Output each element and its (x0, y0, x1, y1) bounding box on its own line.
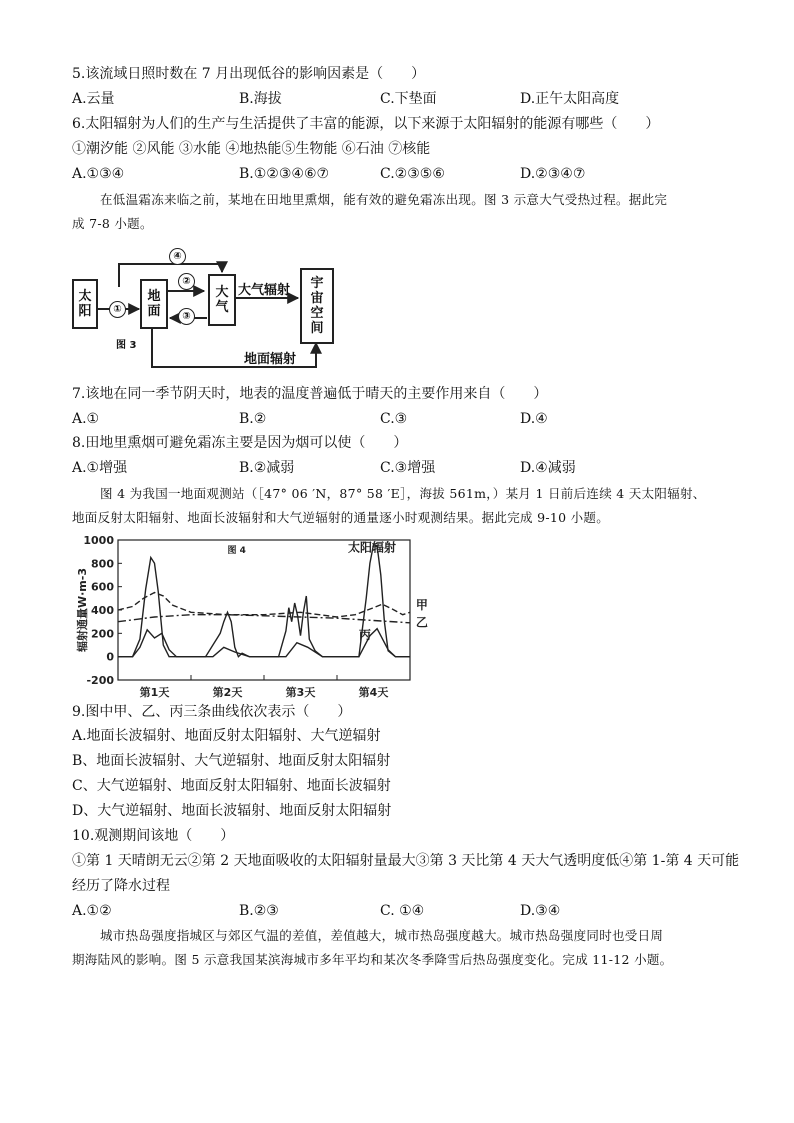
q9-option-d[interactable]: D、大气逆辐射、地面长波辐射、地面反射太阳辐射 (72, 803, 392, 819)
q7-option-c[interactable]: C.③ (380, 411, 408, 427)
x-tick-label: 第1天 (139, 686, 170, 699)
q10-option-a[interactable]: A.①② (72, 903, 112, 919)
q10-stem: 10.观测期间该地（ ） (72, 828, 235, 844)
y-tick-label: 1000 (83, 534, 114, 547)
q7-option-a[interactable]: A.① (72, 411, 100, 427)
marker-2: ② (178, 273, 195, 290)
passage1-line1: 在低温霜冻来临之前，某地在田地里熏烟，能有效的避免霜冻出现。图 3 示意大气受热过程。据此完 (100, 192, 668, 207)
arrow-4 (119, 264, 222, 287)
y-tick-label: 400 (91, 604, 114, 617)
x-tick-label: 第4天 (358, 686, 389, 699)
sun-box: 太 阳 (72, 279, 98, 329)
chart-axes (75, 534, 410, 699)
y-axis-label: 辐射通量W·m-3 (76, 568, 89, 652)
q6-option-d[interactable]: D.②③④⑦ (520, 166, 586, 182)
y-tick-label: -200 (86, 674, 114, 687)
q8-stem: 8.田地里熏烟可避免霜冻主要是因为烟可以使（ ） (72, 435, 408, 451)
chart-title: 图 4 (227, 546, 246, 556)
passage2-line2: 地面反射太阳辐射、地面长波辐射和大气逆辐射的通量逐小时观测结果。据此完成 9-10 小题。 (72, 510, 610, 525)
chart-labels (228, 540, 428, 643)
q7-option-b[interactable]: B.② (239, 411, 267, 427)
passage2-line1: 图 4 为我国一地面观测站（［47° 06 ′N，87° 58 ′E］，海拔 561m，）某月 1 日前后连续 4 天太阳辐射、 (100, 486, 706, 501)
q10-items-line2: 经历了降水过程 (72, 878, 170, 894)
passage3-line1: 城市热岛强度指城区与郊区气温的差值，差值越大，城市热岛强度越大。城市热岛强度同时也受日周 (100, 928, 664, 943)
ground-box: 地 面 (140, 279, 168, 329)
q5-option-c[interactable]: C.下垫面 (380, 91, 437, 107)
q10-option-b[interactable]: B.②③ (239, 903, 279, 919)
q7-stem: 7.该地在同一季节阴天时，地表的温度普遍低于晴天的主要作用来自（ ） (72, 386, 548, 402)
q5-option-b[interactable]: B.海拔 (239, 91, 282, 107)
chart-frame (118, 540, 410, 680)
marker-4: ④ (169, 248, 186, 265)
marker-3: ③ (178, 308, 195, 325)
q6-option-b[interactable]: B.①②③④⑥⑦ (239, 166, 330, 182)
q8-option-b[interactable]: B.②减弱 (239, 460, 295, 476)
ground-radiation-label: 地面辐射 (244, 352, 297, 367)
series-annotation: 乙 (415, 615, 428, 630)
q5-stem: 5.该流域日照时数在 7 月出现低谷的影响因素是（ ） (72, 66, 426, 82)
q8-option-c[interactable]: C.③增强 (380, 460, 436, 476)
marker-1: ① (109, 301, 126, 318)
q5-option-d[interactable]: D.正午太阳高度 (520, 91, 620, 107)
y-tick-label: 600 (91, 580, 114, 594)
q5-option-a[interactable]: A.云量 (72, 91, 115, 107)
series-annotation: 甲 (415, 597, 428, 612)
series-annotation: 丙 (358, 628, 371, 643)
atmosphere-box: 大 气 (208, 274, 236, 326)
figure3-diagram (72, 246, 352, 372)
q9-option-b[interactable]: B、地面长波辐射、大气逆辐射、地面反射太阳辐射 (72, 753, 391, 769)
y-tick-label: 800 (91, 557, 114, 571)
q10-option-d[interactable]: D.③④ (520, 903, 561, 919)
q9-stem: 9.图中甲、乙、丙三条曲线依次表示（ ） (72, 704, 352, 720)
q8-option-a[interactable]: A.①增强 (72, 460, 128, 476)
series-annotation: 太阳辐射 (347, 540, 396, 555)
series-line-3 (118, 615, 410, 623)
q6-option-c[interactable]: C.②③⑤⑥ (380, 166, 445, 182)
x-tick-label: 第2天 (212, 686, 243, 699)
q6-stem: 6.太阳辐射为人们的生产与生活提供了丰富的能源，以下来源于太阳辐射的能源有哪些（ ） (72, 116, 660, 132)
q9-option-c[interactable]: C、大气逆辐射、地面反射太阳辐射、地面长波辐射 (72, 778, 391, 794)
space-box: 宇 宙 空 间 (300, 268, 334, 344)
x-tick-label: 第3天 (285, 686, 316, 699)
q8-option-d[interactable]: D.④减弱 (520, 460, 576, 476)
y-tick-label: 200 (91, 627, 114, 641)
figure3-caption: 图 3 (116, 340, 137, 351)
q6-items: ①潮汐能 ②风能 ③水能 ④地热能⑤生物能 ⑥石油 ⑦核能 (72, 141, 431, 157)
figure4-chart (72, 530, 428, 700)
atm-radiation-label: 大气辐射 (238, 283, 291, 298)
q6-option-a[interactable]: A.①③④ (72, 166, 125, 182)
y-tick-label: 0 (106, 650, 114, 664)
q10-items-line1: ①第 1 天晴朗无云②第 2 天地面吸收的太阳辐射量最大③第 3 天比第 4 天大气透明度低④第 1-第 4 天可能 (72, 853, 740, 869)
q7-option-d[interactable]: D.④ (520, 411, 548, 427)
passage1-line2: 成 7-8 小题。 (72, 216, 153, 231)
q10-option-c[interactable]: C. ①④ (380, 903, 425, 919)
passage3-line2: 期海陆风的影响。图 5 示意我国某滨海城市多年平均和某次冬季降雪后热岛强度变化。完成 11-12 小题。 (72, 952, 673, 967)
q9-option-a[interactable]: A.地面长波辐射、地面反射太阳辐射、大气逆辐射 (72, 728, 381, 744)
